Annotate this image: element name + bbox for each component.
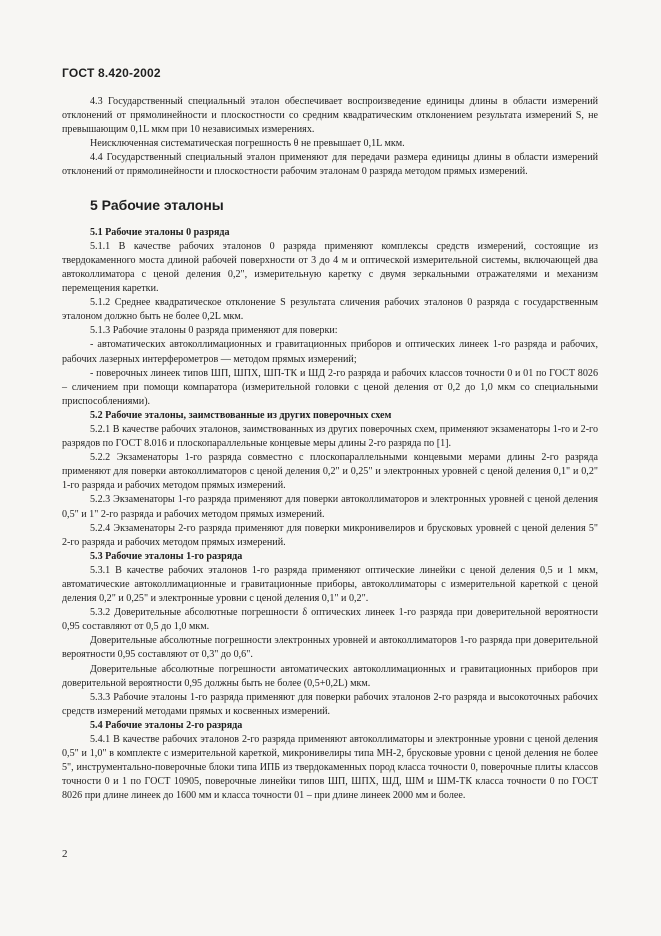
document-body [62, 95, 598, 804]
section-title: 5 Рабочие эталоны [90, 196, 224, 213]
paragraph-5-3-2-automatic: Доверительные абсолютные погрешности автоматических автоколлимационных и гравитационных приборов при доверительной вероятности 0,95 должны быть не более (0,5+0,2L) мкм. [62, 663, 598, 689]
page-number: 2 [62, 848, 68, 860]
subsection-5-1-heading: 5.1 Рабочие эталоны 0 разряда [90, 226, 230, 238]
subsection-5-2-heading: 5.2 Рабочие эталоны, заимствованные из других поверочных схем [90, 409, 392, 421]
paragraph-5-1-1: 5.1.1 В качестве рабочих эталонов 0 разряда применяют комплексы средств измерений, состоящие из твердокаменного моста длиной рабочей поверхности от 3 до 4 м и оптической измерительной системы, включающей два автоколлиматора с ценой деления 0,2", измерительную каретку с двумя зеркальными отражателями и механизм перемещения каретки. [62, 240, 598, 295]
paragraph-4-3: 4.3 Государственный специальный эталон обеспечивает воспроизведение единицы длины в области измерений отклонений от прямолинейности и плоскостности со средним квадратическим отклонением результата измерений S, не превышающим 0,1L мкм при 10 независимых измерениях. [62, 96, 598, 136]
paragraph-5-2-1: 5.2.1 В качестве рабочих эталонов, заимствованных из других поверочных схем, применяют экзаменаторы 1-го и 2-го разрядов по ГОСТ 8.016 и плоскопараллельные концевые меры длины 2-го разряда по [1]. [62, 423, 598, 450]
paragraph-5-2-2: 5.2.2 Экзаменаторы 1-го разряда совместно с плоскопараллельными концевыми мерами длины 2-го разряда применяют для поверки автоколлиматоров с ценой деления 0,2" и 0,25" и электронных уровней с ценой деления 0,1" и 0,2" 1-го разряда и рабочих методом прямых измерений. [62, 452, 598, 492]
paragraph-4-3-systematic: Неисключенная систематическая погрешность θ не превышает 0,1L мкм. [90, 138, 405, 150]
paragraph-5-3-1: 5.3.1 В качестве рабочих эталонов 1-го разряда применяют оптические линейки с ценой деления 0,5 и 1 мкм, автоматические автоколлимационные и гравитационные приборы, автоколлиматоры с измерительной кареткой с ценой деления 0,2" и 0,25" и электронные уровни с ценой деления 0,1" и 0,2". [62, 564, 598, 605]
document-header: ГОСТ 8.420-2002 [62, 66, 161, 80]
paragraph-5-3-2-electronic: Доверительные абсолютные погрешности электронных уровней и автоколлиматоров 1-го разряда при доверительной вероятности 0,95 составляют от 0,3" до 0,6". [62, 635, 598, 661]
paragraph-5-4-1: 5.4.1 В качестве рабочих эталонов 2-го разряда применяют автоколлиматоры и электронные уровни с ценой деления 0,5" и 1,0" в комплекте с измерительной кареткой, микронивелиры типа МН-2, брусковые уровни с ценой деления не более 5", инструментально-поверочные блоки типа ИПБ из твердокаменных пород класса точности 0, поверочные плиты классов точности 0 и 1 по ГОСТ 10905, поверочные линейки типов ШП, ШПХ, ШД, ШМ и ШМ-ТК класса точности 0 по ГОСТ 8026 при длине линеек до 1600 мм и класса точности 01 – при длине линеек 2000 мм и более. [62, 734, 598, 802]
paragraph-5-2-3: 5.2.3 Экзаменаторы 1-го разряда применяют для поверки автоколлиматоров и электронных уровней с ценой деления 0,5" и 1" 2-го разряда и рабочих методом прямых измерений. [62, 494, 598, 520]
subsection-5-3-heading: 5.3 Рабочие эталоны 1-го разряда [90, 550, 243, 562]
subsection-5-4-heading: 5.4 Рабочие эталоны 2-го разряда [90, 719, 243, 731]
paragraph-5-1-3: 5.1.3 Рабочие эталоны 0 разряда применяют для поверки: [90, 325, 338, 337]
paragraph-5-2-4: 5.2.4 Экзаменаторы 2-го разряда применяют для поверки микронивелиров и брусковых уровней с ценой деления 5" 2-го разряда и рабочих методом прямых измерений. [62, 522, 598, 548]
list-item-automatic: - автоматических автоколлимационных и гравитационных приборов и оптических линеек 1-го разряда и рабочих, рабочих лазерных интерферометров — методом прямых измерений; [62, 339, 598, 365]
paragraph-4-4: 4.4 Государственный специальный эталон применяют для передачи размера единицы длины в области измерений отклонений от прямолинейности и плоскостности рабочим эталонам 0 разряда методом прямых измерений. [62, 152, 598, 178]
paragraph-5-3-2: 5.3.2 Доверительные абсолютные погрешности δ оптических линеек 1-го разряда при доверительной вероятности 0,95 составляют от 0,5 до 1,0 мкм. [62, 607, 598, 633]
paragraph-5-3-3: 5.3.3 Рабочие эталоны 1-го разряда применяют для поверки рабочих эталонов 2-го разряда и высокоточных рабочих средств измерений методами прямых и косвенных измерений. [62, 691, 598, 717]
list-item-verification-rulers: - поверочных линеек типов ШП, ШПХ, ШП-ТК и ШД 2-го разряда и рабочих классов точности 0 и 01 по ГОСТ 8026 – сличением при помощи компаратора (измерительной головки с ценой деления от 0,2 до 1,0 мкм со специальными приспособлениями). [62, 367, 598, 407]
paragraph-5-1-2: 5.1.2 Среднее квадратическое отклонение S результата сличения рабочих эталонов 0 разряда с государственным эталоном должно быть не более 0,2L мкм. [62, 297, 598, 323]
